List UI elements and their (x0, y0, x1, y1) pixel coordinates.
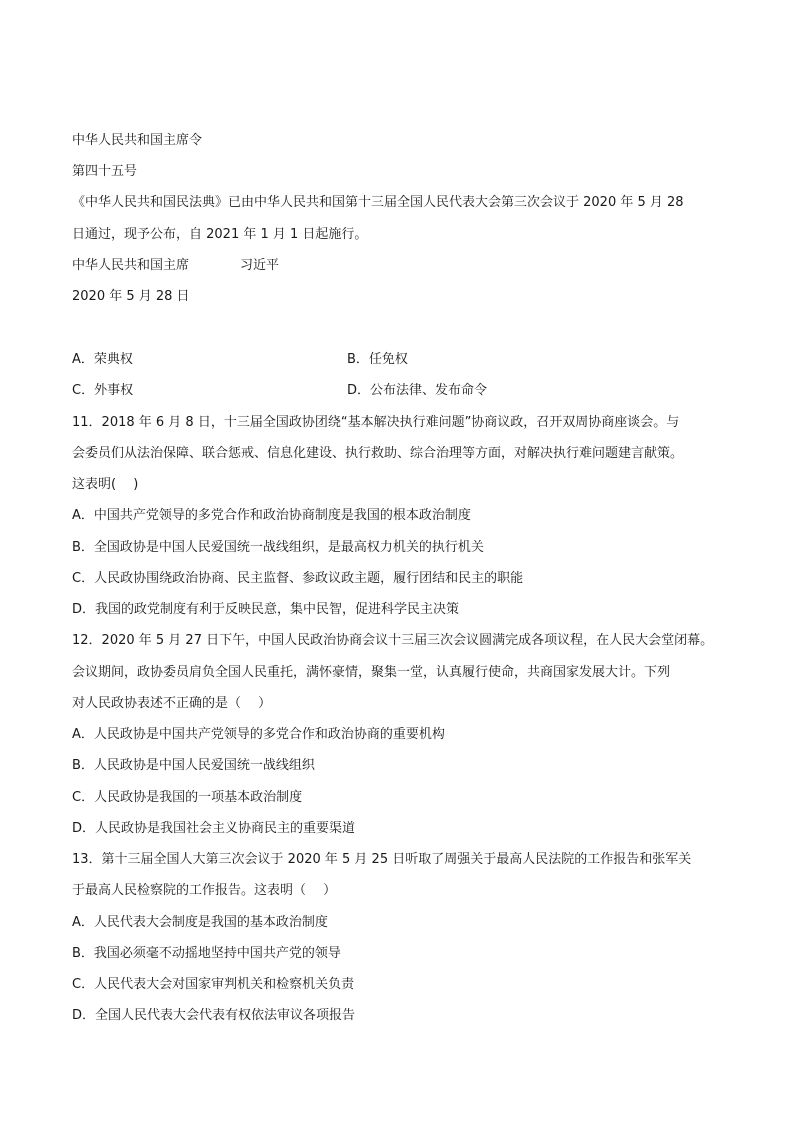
q11-stem-line-2: 会委员们从法治保障、联合惩戒、信息化建设、执行救助、综合治理等方面，对解决执行难问题建言献策。 (72, 446, 684, 461)
decree-date: 2020 年 5 月 28 日 (72, 289, 190, 304)
q12-stem-line-1: 12．2020 年 5 月 27 日下午，中国人民政治协商会议十三届三次会议圆满完成各项议程，在人民大会堂闭幕。 (72, 633, 714, 648)
q10-option-c: C．外事权 (72, 383, 134, 398)
q11-option-a: A．中国共产党领导的多党合作和政治协商制度是我国的根本政治制度 (72, 508, 471, 523)
q13-option-d: D．全国人民代表大会代表有权依法审议各项报告 (72, 1008, 356, 1023)
q10-option-a: A．荣典权 (72, 352, 133, 367)
q12-option-c: C．人民政协是我国的一项基本政治制度 (72, 790, 303, 805)
q13-option-b: B．我国必须毫不动摇地坚持中国共产党的领导 (72, 946, 341, 961)
q10-option-d: D．公布法律、发布命令 (347, 383, 488, 398)
q11-stem-line-3: 这表明( ) (72, 477, 139, 492)
decree-number: 第四十五号 (72, 164, 138, 179)
q13-stem-line-2: 于最高人民检察院的工作报告。这表明（ ） (72, 883, 337, 898)
q12-option-d: D．人民政协是我国社会主义协商民主的重要渠道 (72, 821, 356, 836)
q12-stem-line-2: 会议期间，政协委员肩负全国人民重托，满怀豪情，聚集一堂，认真履行使命，共商国家发展大计。下列 (72, 665, 671, 680)
decree-signer-name: 习近平 (240, 258, 280, 273)
decree-signer-title: 中华人民共和国主席 (72, 258, 190, 273)
decree-body-line-2: 日通过，现予公布，自 2021 年 1 月 1 日起施行。 (72, 227, 368, 242)
q13-stem-line-1: 13．第十三届全国人大第三次会议于 2020 年 5 月 25 日听取了周强关于最高人民法院的工作报告和张军关 (72, 852, 692, 867)
q11-option-d: D．我国的政党制度有利于反映民意，集中民智，促进科学民主决策 (72, 602, 460, 617)
q12-stem-line-3: 对人民政协表述不正确的是（ ） (72, 696, 272, 711)
decree-title: 中华人民共和国主席令 (72, 133, 203, 148)
q13-option-a: A．人民代表大会制度是我国的基本政治制度 (72, 915, 328, 930)
q11-stem-line-1: 11．2018 年 6 月 8 日，十三届全国政协团绕“基本解决执行难问题”协商议政，召开双周协商座谈会。与 (72, 415, 680, 430)
q12-option-a: A．人民政协是中国共产党领导的多党合作和政治协商的重要机构 (72, 727, 445, 742)
decree-body-line-1: 《中华人民共和国民法典》已由中华人民共和国第十三届全国人民代表大会第三次会议于 2020 年 5 月 28 (72, 195, 684, 210)
q11-option-c: C．人民政协围绕政治协商、民主监督、参政议政主题，履行团结和民主的职能 (72, 571, 524, 586)
q10-option-b: B．任免权 (347, 352, 408, 367)
q11-option-b: B．全国政协是中国人民爱国统一战线组织，是最高权力机关的执行机关 (72, 540, 484, 555)
q13-option-c: C．人民代表大会对国家审判机关和检察机关负责 (72, 977, 355, 992)
q12-option-b: B．人民政协是中国人民爱国统一战线组织 (72, 758, 315, 773)
